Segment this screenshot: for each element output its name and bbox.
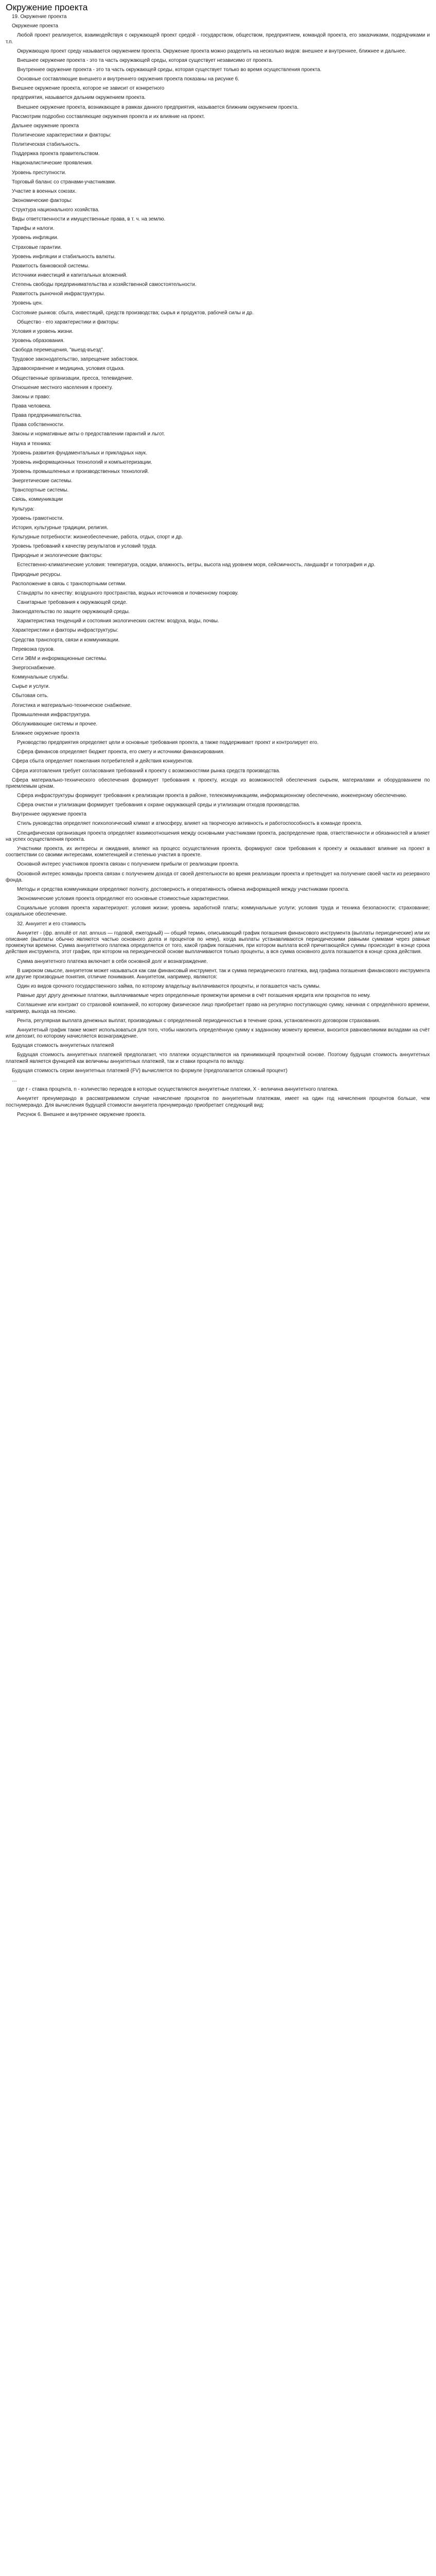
paragraph: Руководство предприятия определяет цели и основные требования проекта, а также поддерживает проект и контролирует его. — [17, 740, 319, 746]
paragraph: Степень свободы предпринимательства и хозяйственной самостоятельности. — [12, 282, 197, 288]
page-title: Окружение проекта — [6, 2, 88, 12]
paragraph: Законы и право: — [12, 394, 50, 400]
paragraph: Сфера финансов определяет бюджет проекта, его смету и источники финансирования. — [17, 749, 224, 755]
paragraph: Уровень промышленных и производственных технологий. — [12, 469, 149, 474]
paragraph: Уровень развития фундаментальных и прикладных наук. — [12, 450, 147, 456]
paragraph: Законы и нормативные акты о предоставлении гарантий и льгот. — [12, 431, 165, 437]
paragraph: Уровень информационных технологий и компьютеризации. — [12, 459, 152, 465]
paragraph: Стандарты по качеству: воздушного пространства, водных источников и почвенному покрову. — [17, 590, 239, 596]
paragraph: … — [12, 1077, 17, 1083]
paragraph: Общество - его характеристики и факторы: — [17, 319, 119, 325]
paragraph: В широком смысле, аннуитетом может называться как сам финансовый инструмент, так и сумма периодического платежа, вид графика погашения финансового инструмента или другие производные понятия, отличие понимания. Аннуитетом, например, являются: — [6, 968, 430, 980]
paragraph: Общественные организации, пресса, телевидение. — [12, 375, 133, 381]
paragraph: Внешнее окружение проекта - это та часть окружающей среды, которая существует независимо от проекта. — [17, 57, 273, 63]
paragraph: Характеристики и факторы инфраструктуры: — [12, 628, 118, 634]
paragraph: Рассмотрим подробно составляющие окружения проекта и их влияние на проект. — [12, 113, 205, 120]
paragraph: Источники инвестиций и капитальных вложений. — [12, 273, 128, 279]
paragraph: Сбытовая сеть. — [12, 693, 49, 699]
paragraph: Ближнее окружение проекта — [12, 730, 80, 736]
paragraph: Развитость банковской системы. — [12, 263, 90, 269]
paragraph: Основной интерес команды проекта связан с получением дохода от своей деятельности во время реализации проекта и претендует на получение своей части из резервного фонда. — [6, 871, 430, 883]
paragraph: Окружающую проект среду называется окружением проекта. Окружение проекта можно разделить на несколько видов: внешнее и внутреннее, ближнее и дальнее. — [17, 48, 407, 54]
paragraph: Энергоснабжение. — [12, 665, 56, 671]
paragraph: Развитость рыночной инфраструктуры. — [12, 291, 105, 297]
paragraph: Права предпринимательства. — [12, 413, 82, 419]
paragraph: Поддержка проекта правительством. — [12, 151, 100, 157]
paragraph: Уровень требований к качеству результатов и условий труда. — [12, 544, 157, 550]
paragraph: Равные друг другу денежные платежи, выплачиваемые через определенные промежутки времени в счёт погашения кредита или процентов по нему. — [17, 993, 371, 999]
paragraph: Уровень грамотности. — [12, 515, 64, 521]
paragraph: Экономические факторы: — [12, 197, 73, 204]
paragraph: Аннуитет - (фр. annuité от лат. annuus — годовой, ежегодный) — общий термин, описывающий график погашения финансового инструмента (выплаты периодические) или их описание (выплаты обычно являются частью основного долга и процентов по нему), когда выплаты устанавливаются периодическими равными суммами через равные промежутки времени. Сумма аннуитетного платежа определяется от того, какой график погашения, при котором выплата всей причитающейся суммы происходит в конце срока действия инструмента, этот график, при котором на периодической основе выплачиваются только проценты, а вся сумма основного долга погашается в конце срока действия. — [6, 930, 430, 955]
paragraph: Обслуживающие системы и прочее. — [12, 721, 98, 727]
paragraph: Страховые гарантии. — [12, 244, 62, 250]
paragraph: Расположение в связь с транспортными сетями. — [12, 581, 127, 587]
paragraph: Естественно-климатические условия: температура, осадки, влажность, ветры, высота над уровнем моря, сейсмичность, ландшафт и топография и др. — [17, 562, 376, 568]
paragraph: Сырье и услуги. — [12, 684, 50, 690]
paragraph: Внешнее окружение проекта, возникающее в рамках данного предприятия, называется ближним окружением проекта. — [17, 104, 299, 110]
paragraph: Состояние рынков: сбыта, инвестиций, средств производства; сырья и продуктов, рабочей силы и др. — [12, 310, 254, 316]
paragraph: Рисунок 6. Внешнее и внутреннее окружение проекта. — [17, 1111, 146, 1117]
paragraph: 19. Окружение проекта — [12, 14, 67, 20]
paragraph: Сфера изготовления требует согласования требований к проекту с возможностями рынка средств производства. — [12, 768, 281, 774]
paragraph: Сфера инфраструктуры формирует требования к реализации проекта в районе, телекоммуникациям, информационному обеспечению, инженерному обеспечению. — [17, 793, 407, 799]
paragraph: Уровень инфляции и стабильность валюты. — [12, 253, 116, 260]
paragraph: Права человека. — [12, 403, 51, 410]
paragraph: Связь, коммуникации — [12, 497, 63, 503]
paragraph: Сумма аннуитетного платежа включает в себя основной долг и вознаграждение. — [17, 958, 208, 964]
paragraph: Законодательство по защите окружающей среды. — [12, 609, 130, 615]
paragraph: Окружение проекта — [12, 23, 58, 29]
paragraph: Сфера очистки и утилизации формирует требования к охране окружающей среды и утилизации отходов производства. — [17, 802, 301, 808]
paragraph: где r - ставка процента, n - количество периодов в которые осуществляются аннуитетные платежи, X - величина аннуитетного платежа. — [17, 1087, 339, 1093]
paragraph: Энергетические системы. — [12, 478, 73, 484]
paragraph: Промышленная инфраструктура. — [12, 711, 91, 718]
paragraph: Трудовое законодательство, запрещение забастовок. — [12, 357, 138, 363]
paragraph: Санитарные требования к окружающей среде. — [17, 599, 128, 605]
paragraph: Экономические условия проекта определяют его основные стоимостные характеристики. — [17, 896, 230, 902]
paragraph: Виды ответственности и имущественные права, в т. ч. на землю. — [12, 216, 166, 223]
paragraph: 32. Аннуитет и его стоимость — [17, 921, 86, 927]
paragraph: Торговый баланс со странами-участниками. — [12, 179, 116, 185]
paragraph: Внутреннее окружение проекта - это та часть окружающей среды, которая существует только во время осуществления проекта. — [17, 66, 322, 73]
paragraph: Права собственности. — [12, 422, 64, 428]
paragraph: Политические характеристики и факторы: — [12, 132, 112, 138]
paragraph: Националистические проявления. — [12, 160, 93, 166]
paragraph: Участие в военных союзах. — [12, 188, 77, 194]
paragraph: Любой проект реализуется, взаимодействуя с окружающей проект средой - государством, обществом, предприятием, командой проекта, его заказчиками, подрядчиками и т.п. — [6, 32, 430, 45]
paragraph: Сети ЭВМ и информационные системы. — [12, 655, 108, 662]
paragraph: Аннуитетный график также может использоваться для того, чтобы накопить определённую сумму к заданному моменту времени, вносится равновеликими вкладами на счёт или депозит, по которому начисляется вознаграждение. — [6, 1027, 430, 1040]
paragraph: Культурные потребности: жизнеобеспечение, работа, отдых, спорт и др. — [12, 534, 183, 540]
paragraph: Социальные условия проекта характеризуют: условия жизни; уровень заработной платы; коммунальные услуги; условия труда и техника безопасности; страхование; социальное обеспечение. — [6, 905, 430, 918]
paragraph: История, культурные традиции, религия. — [12, 524, 108, 531]
paragraph: Структура национального хозяйства. — [12, 207, 100, 213]
paragraph: Свобода перемещения, "выезд-въезд". — [12, 347, 104, 353]
paragraph: Будущая стоимость аннуитетных платежей предполагает, что платежи осуществляются на принимающей процентной основе. Поэтому будущая стоимость аннуитетных платежей является функцией как величины аннуитетных платежей, так и ставки процента по вкладу. — [6, 1052, 430, 1064]
paragraph: Стиль руководства определяет психологический климат и атмосферу, влияет на творческую активность и работоспособность в команде проекта. — [17, 821, 362, 827]
paragraph: Аннуитет пренумерандо в рассматриваемом случае начисление процентов по аннуитетным платежам, имеет на один год начисления процентов больше, чем постнумерандо. Для вычисления будущей стоимости аннуитета пренумерандо приобретает следующий вид: — [6, 1096, 430, 1108]
paragraph: Тарифы и налоги. — [12, 226, 55, 232]
paragraph: Дальнее окружение проекта — [12, 123, 79, 129]
paragraph: Коммунальные службы. — [12, 674, 69, 681]
paragraph: Специфическая организация проекта определяет взаимоотношения между основными участниками проекта, распределение прав, ответственности и обязанностей и влияет на успех осуществления проекта. — [6, 830, 430, 842]
paragraph: Соглашение или контракт со страховой компанией, по которому физическое лицо приобретает право на регулярно поступающую сумму, начиная с определённого времени, например, выхода на пенсию. — [6, 1002, 430, 1014]
document-body — [6, 14, 430, 1121]
paragraph: Внутреннее окружение проекта — [12, 811, 86, 818]
paragraph: Природные и экологические факторы: — [12, 553, 102, 559]
paragraph: Основные составляющие внешнего и внутреннего окружения проекта показаны на рисунке 6. — [17, 76, 239, 82]
paragraph: Средства транспорта, связи и коммуникации. — [12, 637, 120, 643]
paragraph: Условия и уровень жизни. — [12, 328, 74, 334]
paragraph: Участники проекта, их интересы и ожидания, влияют на процесс осуществления проекта, формируют свои требования к проекту и оказывают влияние на проект в соответствии со своими интересами, компетенцией и степенью участия в проекте. — [6, 845, 430, 858]
paragraph: Рента, регулярная выплата денежных выплат, производимых с определенной периодичностью в течение срока, установленного договором страхования. — [17, 1018, 380, 1024]
paragraph: Здравоохранение и медицина, условия отдыха. — [12, 366, 125, 372]
paragraph: Отношение местного населения к проекту. — [12, 384, 113, 391]
paragraph: Уровень преступности. — [12, 170, 66, 176]
paragraph: Будущая стоимость серии аннуитетных платежей (FV) вычисляется по формуле (предполагается сложный процент) — [12, 1067, 288, 1074]
paragraph: Сфера сбыта определяет пожелания потребителей и действия конкурентов. — [12, 758, 194, 765]
paragraph: Уровень цен. — [12, 300, 43, 307]
paragraph: Сфера материально-технического обеспечения формирует требования к проекту, исходя из возможностей обеспечения сырьем, материалами и оборудованием по приемлемым ценам. — [6, 777, 430, 789]
paragraph: предприятия, называется дальним окружением проекта. — [12, 95, 146, 101]
paragraph: Культура: — [12, 506, 34, 512]
paragraph: Уровень образования. — [12, 338, 65, 344]
paragraph: Наука и техника: — [12, 440, 51, 447]
paragraph: Будущая стоимость аннуитетных платежей — [12, 1043, 114, 1049]
paragraph: Политическая стабильность. — [12, 142, 80, 148]
paragraph: Один из видов срочного государственного займа, по которому владельцу выплачиваются проценты, и погашается часть суммы. — [17, 984, 321, 990]
paragraph: Характеристика тенденций и состояния экологических систем: воздуха, воды, почвы. — [17, 618, 219, 624]
paragraph: Уровень инфляции. — [12, 235, 59, 241]
paragraph: Внешнее окружение проекта, которое не зависит от конкретного — [12, 86, 165, 92]
paragraph: Логистика и материально-техническое снабжение. — [12, 702, 132, 708]
paragraph: Основной интерес участников проекта связан с получением прибыли от реализации проекта. — [17, 861, 239, 868]
paragraph: Природные ресурсы. — [12, 571, 62, 578]
paragraph: Методы и средства коммуникации определяют полноту, достоверность и оперативность обмена информацией между участниками проекта. — [17, 886, 350, 892]
paragraph: Перевозка грузов. — [12, 646, 55, 652]
paragraph: Транспортные системы. — [12, 487, 69, 494]
